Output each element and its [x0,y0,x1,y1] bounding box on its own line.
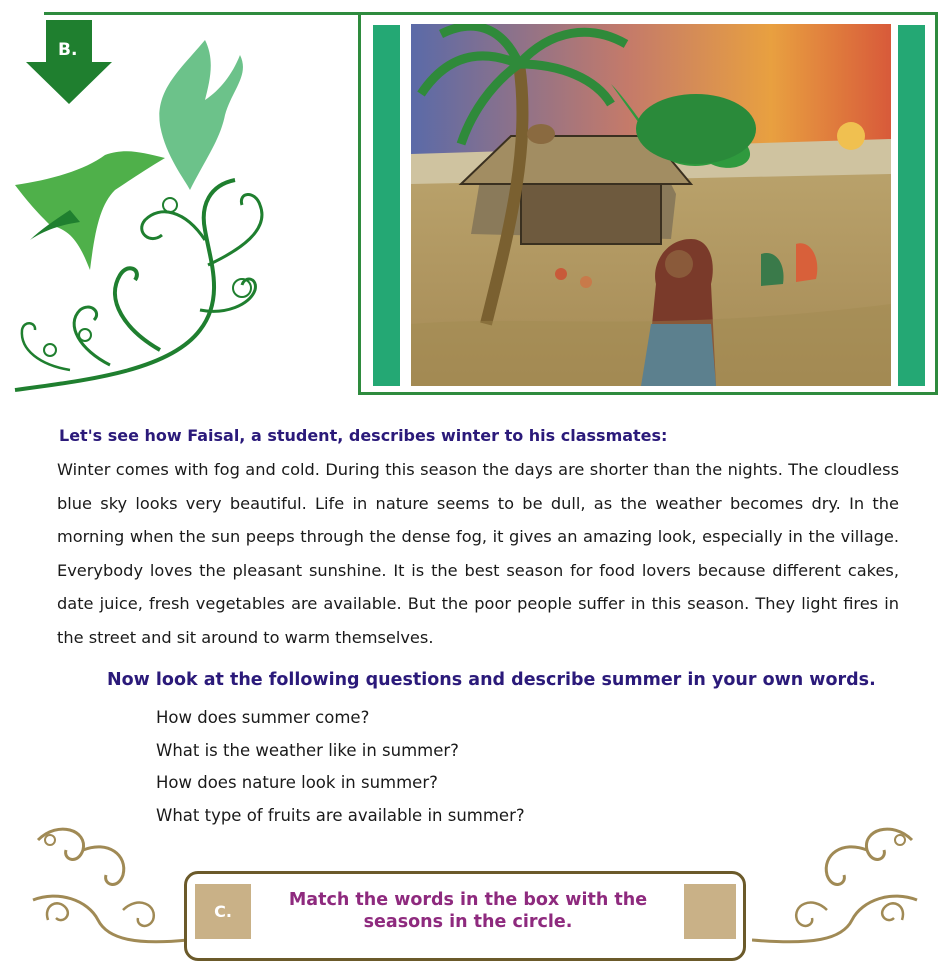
scroll-flourish-left [28,820,188,951]
question-list [156,702,525,832]
section-c-line-2: seasons in the circle. [363,912,573,932]
frame-bar-right [898,25,925,386]
frame-bar-left [373,25,400,386]
task-heading: Now look at the following questions and describe summer in your own words. [107,670,876,690]
section-c-line-1: Match the words in the box with the [288,890,648,910]
winter-passage: Winter comes with fog and cold. During this season the days are shorter than the nights. The cloudless blue sky looks very beautiful. Life in nature seems to be dull, as the weather becomes dry. In the morning when the sun peeps through the dense fog, it gives an amazing look, especially in the village. Everybody loves the pleasant sunshine. It is the best season for food lovers because different cakes, date juice, fresh vegetables are available. But the poor people suffer in this season. They light fires in the street and sit around to warm themselves. [57,460,899,647]
village-winter-illustration [411,24,891,386]
question-item: What is the weather like in summer? [156,740,459,760]
illustration-frame [358,12,938,395]
section-c-label: C. [195,884,251,939]
section-c-instruction [268,889,668,933]
question-item: How does summer come? [156,708,370,727]
question-item: How does nature look in summer? [156,773,438,792]
question-item: What type of fruits are available in summer? [156,805,525,825]
vine-ornament [10,30,300,400]
scroll-flourish-right [752,820,922,951]
section-c-square [684,884,736,939]
intro-heading: Let's see how Faisal, a student, describes winter to his classmates: [59,426,668,445]
section-b-label: B. [58,40,78,60]
top-divider [44,12,358,15]
